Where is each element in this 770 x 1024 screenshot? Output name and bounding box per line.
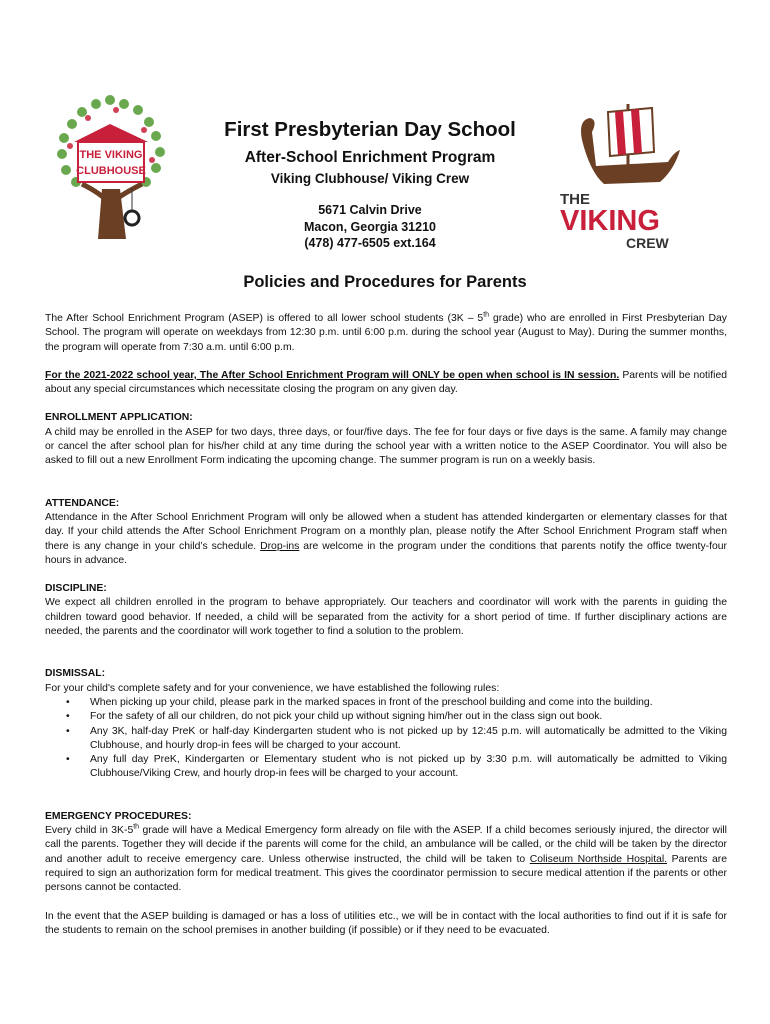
enrollment-section [45,411,727,468]
notice-rest: Parents will be notified about any special circumstances which necessitate closing the program on any given day. [45,369,727,396]
notice-paragraph [45,369,727,398]
emergency-sup: th [133,823,140,831]
ship-sail [608,108,654,156]
notice-bold: For the 2021-2022 school year, The After School Enrichment Program will ONLY be open when school is IN session. [45,369,620,381]
logo-left-line1: THE VIKING [79,149,143,161]
attendance-heading: ATTENDANCE: [45,497,120,509]
attendance-section [45,497,727,568]
list-item: • Any full day PreK, Kindergarten or Elementary student who is not picked up by 3:30 p.m. will automatically be admitted to Viking Clubhouse/Viking Crew, and hourly drop-in fees will be charged to your account. [90,753,727,782]
dismissal-intro: For your child's complete safety and for your convenience, we have established the following rules: [45,682,500,694]
policies-title: Policies and Procedures for Parents [243,273,527,291]
address-city: Macon, Georgia 31210 [303,219,436,234]
treehouse-roof [74,124,148,142]
discipline-text: We expect all children enrolled in the program to behave appropriately. Our teachers and coordinator will work with the parents in guiding the children toward good behavior. If needed, a child will be separated from the activity for a short period of time. If further disciplinary actions are needed, the parents and the coordinator will work together to find a solution to the problem. [45,597,727,638]
emergency-text-a: Every child in 3K-5 [45,825,134,837]
phone-number: (478) 477-6505 ext.164 [304,236,436,250]
evacuation-paragraph: In the event that the ASEP building is damaged or has a loss of utilities etc., we will be in contact with the local authorities to find out if it is safe for the students to remain on the school premises in another building (if possible) or if they need to be evacuated. [45,910,727,936]
list-item: • Any 3K, half-day PreK or half-day Kindergarten student who is not picked up by 12:45 p.m. will automatically be admitted to the Viking Clubhouse, and hourly drop-in fees will be charged to your account. [90,725,727,754]
logo-right-line3: CREW [626,235,669,251]
logo-right-line1: THE [560,191,590,208]
program-subname: Viking Clubhouse/ Viking Crew [270,171,470,186]
logo-right-line2: VIKING [560,205,660,237]
dismissal-heading: DISMISSAL: [45,668,106,680]
hospital-name: Coliseum Northside Hospital. [529,853,668,865]
intro-paragraph [45,312,727,355]
viking-clubhouse-logo [52,94,170,244]
logo-left-line2: CLUBHOUSE [76,165,146,177]
enrollment-heading: ENROLLMENT APPLICATION: [45,412,193,424]
attendance-text-b: are welcome in the program under the conditions that parents notify the office twenty-four hours in advance. [45,540,727,566]
dropins-term: Drop-ins [260,540,300,552]
attendance-text-a: Attendance in the After School Enrichment Program will only be allowed when a student has attended kindergarten or elementary classes for that day. If your child attends the After School Enrichment Program on a monthly plan, please notify the After School Enrichment Program staff when there is any change in your child’s schedule. [45,511,727,552]
viking-crew-logo [552,100,692,252]
school-name: First Presbyterian Day School [224,118,516,141]
emergency-text-b: grade will have a Medical Emergency form already on file with the ASEP. If a child becomes seriously injured, the director will call the parents. Together they will decide if the parents will come for the child, an ambulance will be called, or the child will be taken by the director and another adult to receive emergency care. Unless otherwise instructed, the child will be taken to [45,825,727,865]
list-item: • When picking up your child, please park in the marked spaces in front of the preschool building and come into the building. [90,696,727,710]
discipline-section [45,582,727,639]
address-street: 5671 Calvin Drive [318,203,422,217]
dismissal-rules-list [45,696,727,782]
emergency-text-c: Parents are required to sign an authorization form for medical treatment. This gives the coordinator permission to secure medical attention if the parents or other persons cannot be contacted. [45,853,728,894]
dismissal-intro-block [45,667,727,696]
document-body [45,312,727,938]
discipline-heading: DISCIPLINE: [45,583,107,595]
dismissal-section [45,667,727,781]
emergency-heading: EMERGENCY PROCEDURES: [45,810,192,822]
intro-sup: th [483,311,490,319]
program-name: After-School Enrichment Program [244,149,496,166]
emergency-section [45,810,727,896]
letterhead [170,118,570,252]
enrollment-text: A child may be enrolled in the ASEP for two days, three days, or four/five days. The fee for four days or five days is the same. A family may change or cancel the after school plan for his/her child at any time during the school year with a written notice to the ASEP Coordinator. You will also be asked to fill out a new Enrollment Form indicating the upcoming change. The summer program is run on a weekly basis. [45,426,727,467]
tire-swing-icon [125,211,139,225]
intro-text-a: The After School Enrichment Program (ASEP) is offered to all lower school students (3K – 5 [45,313,484,324]
intro-text-b: grade) who are enrolled in First Presbyterian Day School. The program will operate on weekdays from 12:30 p.m. until 6:00 p.m. during the school year (August to May). During the summer months, the program will operate from 7:30 a.m. until 6:00 p.m. [45,313,727,353]
list-item: • For the safety of all our children, do not pick your child up without signing him/her out in the class sign out book. [90,710,727,724]
